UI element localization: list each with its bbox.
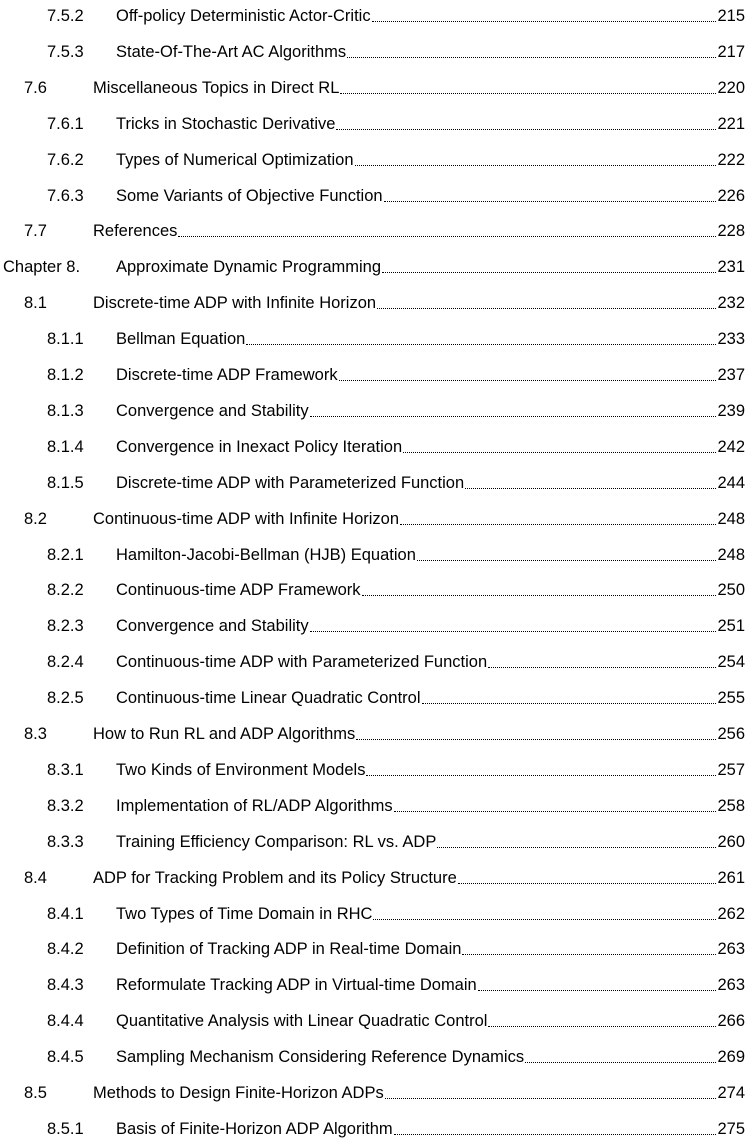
toc-entry[interactable] — [0, 321, 745, 357]
toc-entry-title: Discrete-time ADP with Infinite Horizon — [93, 294, 377, 313]
toc-entry-title: Continuous-time ADP with Infinite Horizon — [93, 509, 400, 528]
toc-entry-page: 262 — [717, 904, 745, 923]
dot-leader — [362, 595, 717, 596]
toc-entry-title: How to Run RL and ADP Algorithms — [93, 725, 356, 743]
toc-entry-page: 256 — [717, 725, 745, 743]
toc-entry-page: 226 — [717, 186, 745, 205]
toc-entry-page: 261 — [717, 868, 745, 887]
toc-entry-title: Convergence in Inexact Policy Iteration — [116, 437, 403, 456]
toc-entry-number: 8.1.3 — [47, 401, 84, 420]
toc-entry[interactable] — [0, 931, 745, 967]
dot-leader — [488, 667, 716, 668]
toc-entry[interactable] — [0, 34, 745, 70]
toc-entry-page: 248 — [717, 545, 745, 564]
toc-entry-number: 7.7 — [24, 222, 47, 241]
toc-entry-title: Training Efficiency Comparison: RL vs. ADP — [116, 832, 437, 851]
toc-entry[interactable] — [0, 537, 745, 573]
toc-entry-title: Off-policy Deterministic Actor-Critic — [116, 7, 371, 25]
toc-entry-page: 266 — [717, 1012, 745, 1031]
toc-entry[interactable] — [0, 572, 745, 608]
toc-entry-page: 274 — [717, 1084, 745, 1102]
toc-entry-page: 275 — [717, 1119, 745, 1138]
toc-entry-page: 260 — [717, 832, 745, 851]
toc-entry[interactable] — [0, 896, 745, 932]
toc-entry[interactable] — [0, 465, 745, 501]
toc-entry-number: 8.5.1 — [47, 1119, 84, 1138]
toc-entry-title: State-Of-The-Art AC Algorithms — [116, 42, 347, 61]
toc-entry-title: Sampling Mechanism Considering Reference Dynamics — [116, 1048, 525, 1067]
toc-entry-title: Hamilton-Jacobi-Bellman (HJB) Equation — [116, 545, 416, 564]
toc-entry[interactable] — [0, 644, 745, 680]
toc-entry[interactable] — [0, 1039, 745, 1075]
dot-leader — [400, 524, 716, 525]
dot-leader — [394, 1134, 717, 1135]
toc-entry-number: 8.4.2 — [47, 940, 84, 959]
dot-leader — [310, 416, 717, 417]
toc-entry[interactable] — [0, 1003, 745, 1039]
toc-entry-page: 239 — [717, 401, 745, 420]
toc-entry-page: 244 — [717, 473, 745, 492]
toc-entry-number: 8.1.1 — [47, 330, 84, 349]
toc-entry-title: References — [93, 222, 178, 241]
dot-leader — [356, 739, 716, 740]
toc-entry-number: 8.4.4 — [47, 1012, 84, 1031]
toc-entry[interactable] — [0, 824, 745, 860]
toc-entry-number: 7.6.1 — [47, 114, 84, 133]
toc-entry-page: 269 — [717, 1048, 745, 1067]
toc-entry-page: 237 — [717, 366, 745, 384]
toc-entry-page: 248 — [717, 509, 745, 528]
dot-leader — [340, 93, 716, 94]
dot-leader — [339, 380, 717, 381]
dot-leader — [178, 236, 716, 237]
toc-entry-title: Miscellaneous Topics in Direct RL — [93, 78, 340, 97]
dot-leader — [437, 847, 716, 848]
toc-entry[interactable] — [0, 285, 745, 321]
dot-leader — [377, 308, 716, 309]
toc-entry-title: Continuous-time ADP Framework — [116, 581, 361, 600]
toc-entry-page: 263 — [717, 976, 745, 995]
dot-leader — [422, 703, 717, 704]
toc-entry-title: Convergence and Stability — [116, 617, 309, 636]
dot-leader — [394, 811, 717, 812]
toc-entry-number: 8.1.2 — [47, 366, 84, 384]
toc-entry-page: 220 — [717, 78, 745, 97]
toc-entry-number: 8.1.4 — [47, 437, 84, 456]
toc-entry-title: Implementation of RL/ADP Algorithms — [116, 796, 393, 815]
toc-entry-title: Quantitative Analysis with Linear Quadratic Control — [116, 1012, 488, 1031]
dot-leader — [382, 272, 716, 273]
toc-entry[interactable] — [0, 0, 745, 34]
toc-entry[interactable] — [0, 860, 745, 896]
toc-entry-title: Some Variants of Objective Function — [116, 186, 383, 205]
toc-entry-page: 257 — [717, 760, 745, 779]
dot-leader — [355, 165, 717, 166]
toc-entry-number: 7.5.3 — [47, 42, 84, 61]
dot-leader — [336, 129, 716, 130]
toc-entry-page: 233 — [717, 330, 745, 349]
toc-entry-number: Chapter 8. — [3, 258, 81, 277]
toc-entry-number: 8.4.5 — [47, 1048, 84, 1067]
dot-leader — [373, 919, 716, 920]
toc-entry-number: 8.2.1 — [47, 545, 84, 564]
dot-leader — [478, 990, 717, 991]
toc-entry-title: Definition of Tracking ADP in Real-time Domain — [116, 940, 462, 959]
toc-entry-title: Two Kinds of Environment Models — [116, 760, 366, 779]
toc-entry[interactable] — [0, 213, 745, 249]
dot-leader — [384, 201, 717, 202]
toc-entry[interactable] — [0, 70, 745, 106]
toc-entry[interactable] — [0, 178, 745, 214]
toc-entry[interactable] — [0, 393, 745, 429]
toc-entry[interactable] — [0, 501, 745, 537]
toc-entry-number: 8.3.2 — [47, 796, 84, 815]
toc-entry-number: 8.4.1 — [47, 904, 84, 923]
toc-entry-number: 8.4.3 — [47, 976, 84, 995]
toc-entry-page: 221 — [717, 114, 745, 133]
toc-entry-page: 228 — [717, 222, 745, 241]
dot-leader — [403, 452, 716, 453]
toc-entry-number: 8.1.5 — [47, 473, 84, 492]
toc-entry[interactable] — [0, 1075, 745, 1111]
toc-entry-page: 263 — [717, 940, 745, 959]
dot-leader — [465, 488, 716, 489]
toc-entry-page: 258 — [717, 796, 745, 815]
toc-entry-number: 8.3.3 — [47, 832, 84, 851]
toc-entry[interactable] — [0, 967, 745, 1003]
dot-leader — [417, 560, 717, 561]
toc-entry-title: Types of Numerical Optimization — [116, 150, 354, 169]
toc-entry-page: 251 — [717, 617, 745, 636]
toc-entry-page: 215 — [717, 7, 745, 25]
toc-entry-number: 8.2.2 — [47, 581, 84, 600]
toc-entry-number: 7.6.3 — [47, 186, 84, 205]
toc-entry-title: Basis of Finite-Horizon ADP Algorithm — [116, 1119, 393, 1138]
dot-leader — [347, 57, 716, 58]
toc-entry-number: 8.2.3 — [47, 617, 84, 636]
toc-entry[interactable] — [0, 429, 745, 465]
toc-entry-page: 232 — [717, 294, 745, 313]
toc-entry-title: Bellman Equation — [116, 330, 246, 349]
dot-leader — [385, 1098, 717, 1099]
toc-entry-number: 7.5.2 — [47, 7, 84, 25]
toc-entry-title: Methods to Design Finite-Horizon ADPs — [93, 1084, 384, 1102]
toc-entry[interactable] — [0, 142, 745, 178]
dot-leader — [246, 344, 716, 345]
toc-entry-number: 8.2.5 — [47, 689, 84, 708]
toc-entry-number: 8.3 — [24, 725, 47, 743]
toc-entry[interactable] — [0, 788, 745, 824]
toc-entry-page: 222 — [717, 150, 745, 169]
toc-entry-page: 254 — [717, 653, 745, 672]
toc-entry-number: 8.2.4 — [47, 653, 84, 672]
dot-leader — [372, 21, 717, 22]
toc-entry-title: Discrete-time ADP Framework — [116, 366, 338, 384]
toc-entry-number: 8.1 — [24, 294, 47, 313]
dot-leader — [525, 1062, 716, 1063]
toc-entry-number: 8.3.1 — [47, 760, 84, 779]
toc-entry-title: Tricks in Stochastic Derivative — [116, 114, 336, 133]
toc-entry-title: Discrete-time ADP with Parameterized Function — [116, 473, 465, 492]
dot-leader — [462, 954, 716, 955]
toc-entry-number: 8.5 — [24, 1084, 47, 1102]
toc-entry-title: Two Types of Time Domain in RHC — [116, 904, 373, 923]
toc-entry-page: 231 — [717, 258, 745, 277]
toc-entry-number: 8.2 — [24, 509, 47, 528]
toc-entry-page: 242 — [717, 437, 745, 456]
toc-entry-title: Reformulate Tracking ADP in Virtual-time Domain — [116, 976, 477, 995]
toc-entry[interactable] — [0, 357, 745, 393]
toc-entry-title: Continuous-time ADP with Parameterized Function — [116, 653, 488, 672]
toc-entry[interactable] — [0, 752, 745, 788]
toc-entry-title: Convergence and Stability — [116, 401, 309, 420]
dot-leader — [458, 883, 717, 884]
toc-entry[interactable] — [0, 1111, 745, 1147]
toc-entry-page: 250 — [717, 581, 745, 600]
toc-entry-page: 255 — [717, 689, 745, 708]
toc-entry-title: Approximate Dynamic Programming — [116, 258, 382, 277]
toc-entry-number: 7.6 — [24, 78, 47, 97]
toc-entry[interactable] — [0, 716, 745, 752]
dot-leader — [366, 775, 716, 776]
toc-entry-number: 8.4 — [24, 868, 47, 887]
dot-leader — [310, 631, 717, 632]
toc-entry[interactable] — [0, 608, 745, 644]
toc-entry[interactable] — [0, 249, 745, 285]
toc-entry[interactable] — [0, 680, 745, 716]
toc-entry[interactable] — [0, 106, 745, 142]
toc-entry-number: 7.6.2 — [47, 150, 84, 169]
toc-entry-title: ADP for Tracking Problem and its Policy Structure — [93, 868, 457, 887]
toc-entry-title: Continuous-time Linear Quadratic Control — [116, 689, 421, 708]
toc-entry-page: 217 — [717, 42, 745, 61]
dot-leader — [488, 1026, 716, 1027]
